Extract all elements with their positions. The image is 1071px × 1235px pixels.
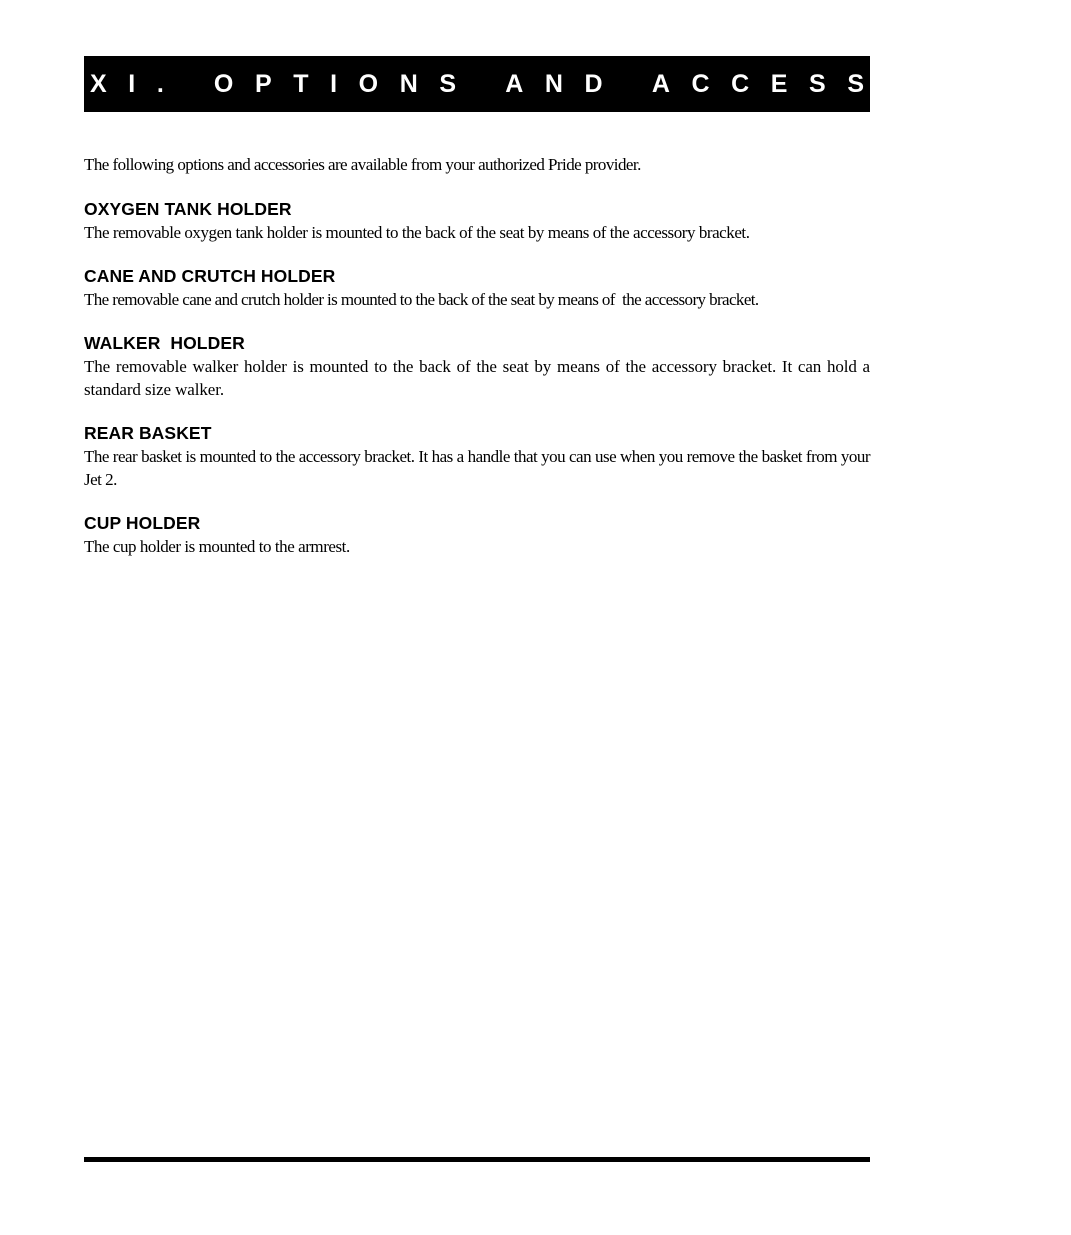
document-page (84, 0, 1071, 1235)
chapter-title: XI. OPTIONS AND ACCESSORIES (90, 70, 1071, 98)
section-cup-holder (84, 513, 870, 558)
section-body: The rear basket is mounted to the accessory bracket. It has a handle that you can use when you remove the basket from your Jet 2. (84, 447, 870, 489)
section-walker-holder (84, 333, 870, 401)
section-heading: WALKER HOLDER (84, 333, 245, 353)
footer-rule (84, 1157, 870, 1162)
section-body: The removable oxygen tank holder is mounted to the back of the seat by means of the accessory bracket. (84, 223, 750, 242)
chapter-title-bar (84, 56, 1071, 112)
section-oxygen-tank-holder (84, 199, 870, 244)
section-body: The removable walker holder is mounted to the back of the seat by means of the accessory bracket. It can hold a standard size walker. (84, 357, 870, 399)
section-heading: OXYGEN TANK HOLDER (84, 199, 292, 219)
section-rear-basket (84, 423, 870, 491)
intro-paragraph: The following options and accessories are available from your authorized Pride provider. (84, 155, 641, 174)
section-heading: REAR BASKET (84, 423, 212, 443)
section-heading: CANE AND CRUTCH HOLDER (84, 266, 336, 286)
section-body: The removable cane and crutch holder is mounted to the back of the seat by means of the accessory bracket. (84, 290, 759, 309)
section-heading: CUP HOLDER (84, 513, 201, 533)
section-body: The cup holder is mounted to the armrest. (84, 537, 350, 556)
section-cane-and-crutch-holder (84, 266, 870, 311)
